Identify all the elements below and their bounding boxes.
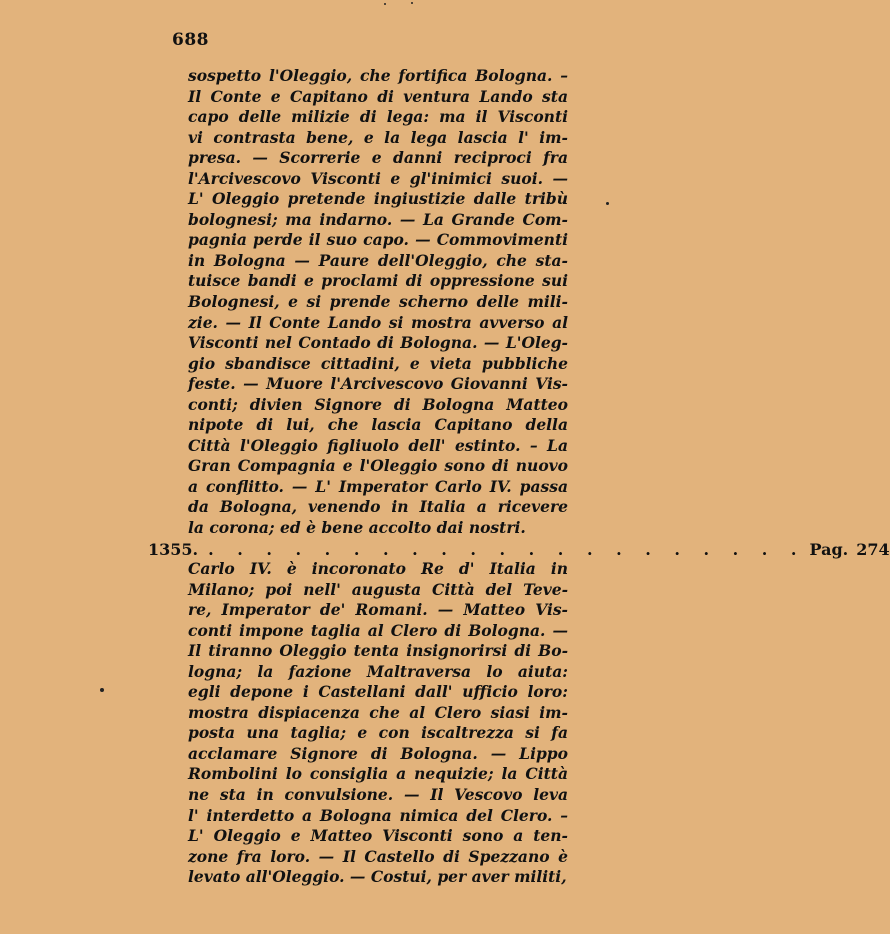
- text-line: re, Imperator de' Romani. — Matteo Vis-: [188, 600, 568, 620]
- text-line: la corona; ed è bene accolto dai nostri.: [188, 518, 526, 538]
- text-line: logna; la fazione Maltraversa lo aiuta:: [188, 661, 568, 681]
- text-line: levato all'Oleggio. — Costui, per aver militi,: [188, 867, 567, 887]
- text-line: Città l'Oleggio figliuolo dell' estinto. – La: [188, 435, 568, 455]
- year-entry: [148, 539, 890, 560]
- text-line: conti impone taglia al Clero di Bologna. —: [188, 620, 568, 640]
- text-line: posta una taglia; e con iscaltrezza si fa: [188, 723, 568, 743]
- page-number: 688: [172, 30, 209, 50]
- text-line: tuisce bandi e proclami di oppressione sui: [188, 271, 568, 291]
- text-line: nipote di lui, che lascia Capitano della: [188, 415, 568, 435]
- text-line: zone fra loro. — Il Castello di Spezzano è: [188, 846, 568, 866]
- summary-block-2: [188, 559, 568, 888]
- entry-year: 1355.: [148, 540, 199, 559]
- text-line: sospetto l'Oleggio, che fortifica Bologna. –: [188, 66, 568, 85]
- ink-speck: [606, 202, 609, 205]
- text-line: Gran Compagnia e l'Oleggio sono di nuovo: [188, 456, 568, 476]
- text-line: Il Conte e Capitano di ventura Lando sta: [188, 86, 568, 106]
- ink-speck: [384, 3, 386, 5]
- text-line: capo delle milizie di lega: ma il Visconti: [188, 107, 568, 127]
- ink-speck: [411, 2, 413, 4]
- text-line: vi contrasta bene, e la lega lascia l' im-: [188, 127, 568, 147]
- text-line: bolognesi; ma indarno. — La Grande Com-: [188, 209, 568, 229]
- text-line: pagnia perde il suo capo. — Commovimenti: [188, 230, 568, 250]
- page-label: Pag.: [809, 540, 849, 559]
- text-line: L' Oleggio pretende ingiustizie dalle tribù: [188, 189, 568, 209]
- text-line: zie. — Il Conte Lando si mostra avverso al: [188, 312, 568, 332]
- text-line: egli depone i Castellani dall' ufficio loro:: [188, 682, 568, 702]
- text-line: in Bologna — Paure dell'Oleggio, che sta-: [188, 250, 568, 270]
- text-line: Milano; poi nell' augusta Città del Teve-: [188, 579, 568, 599]
- text-line: a conflitto. — L' Imperator Carlo IV. passa: [188, 476, 568, 496]
- text-line: l' interdetto a Bologna nimica del Clero. –: [188, 805, 568, 825]
- text-line: Visconti nel Contado di Bologna. — L'Oleg-: [188, 333, 568, 353]
- ink-speck: [100, 688, 104, 692]
- text-line: gio sbandisce cittadini, e vieta pubbliche: [188, 353, 568, 373]
- text-line: presa. — Scorrerie e danni reciproci fra: [188, 148, 568, 168]
- text-line: L' Oleggio e Matteo Visconti sono a ten-: [188, 826, 568, 846]
- text-line: da Bologna, venendo in Italia a ricevere: [188, 497, 568, 517]
- leader-dots: . . . . . . . . . . . . . . . . . . . . .: [208, 540, 806, 559]
- text-line: conti; divien Signore di Bologna Matteo: [188, 394, 568, 414]
- text-line: Rombolini lo consiglia a nequizie; la Città: [188, 764, 568, 784]
- page-reference: 274: [856, 540, 890, 559]
- text-line: mostra dispiacenza che al Clero siasi im-: [188, 702, 568, 722]
- text-line: Carlo IV. è incoronato Re d' Italia in: [188, 559, 568, 578]
- summary-block-1: [188, 66, 568, 539]
- text-line: Bolognesi, e si prende scherno delle mili-: [188, 292, 568, 312]
- text-line: l'Arcivescovo Visconti e gl'inimici suoi. —: [188, 168, 568, 188]
- text-line: acclamare Signore di Bologna. — Lippo: [188, 743, 568, 763]
- text-line: Il tiranno Oleggio tenta insignorirsi di Bo-: [188, 641, 568, 661]
- text-line: ne sta in convulsione. — Il Vescovo leva: [188, 785, 568, 805]
- text-line: feste. — Muore l'Arcivescovo Giovanni Vis-: [188, 374, 568, 394]
